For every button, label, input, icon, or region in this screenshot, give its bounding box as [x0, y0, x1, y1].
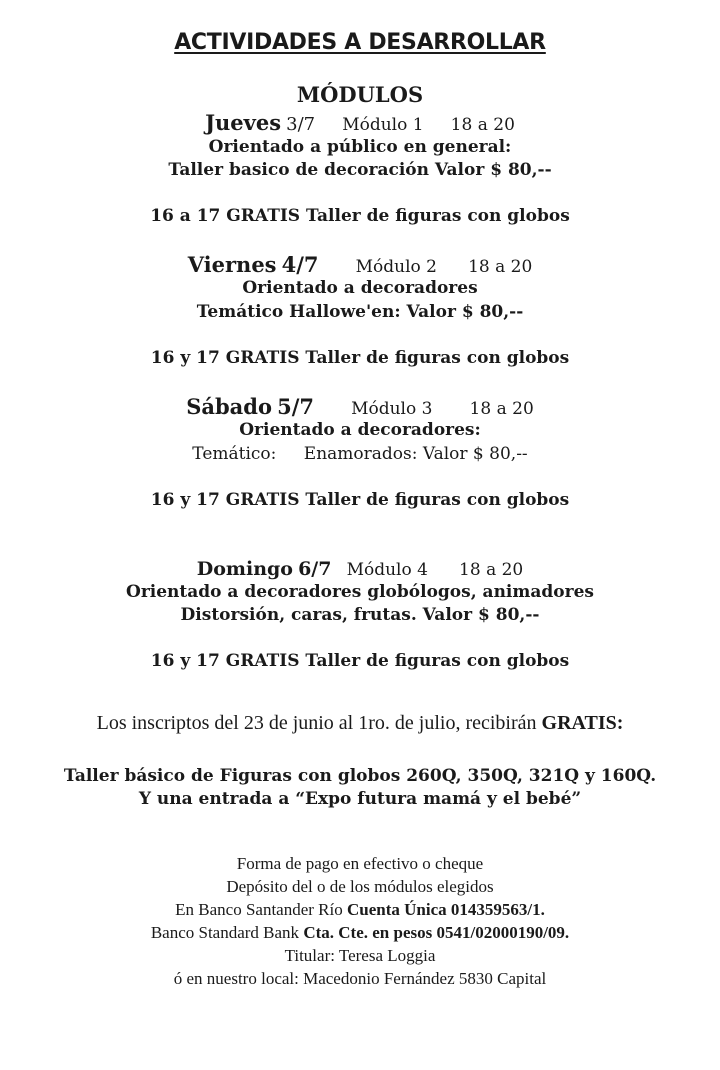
module-1-audience: Orientado a público en general:	[208, 137, 512, 157]
module-2-day: Viernes	[187, 252, 277, 277]
module-4-header	[0, 558, 720, 580]
module-1-header	[0, 110, 720, 135]
module-4-hours: 18 a 20	[459, 560, 524, 580]
page-title: ACTIVIDADES A DESARROLLAR	[174, 30, 546, 55]
payment-line-2: Depósito del o de los módulos elegidos	[226, 877, 494, 896]
module-2-header	[0, 252, 720, 277]
registration-text: Los inscriptos del 23 de junio al 1ro. de julio, recibirán	[96, 712, 537, 734]
module-4-audience: Orientado a decoradores globólogos, animadores	[126, 582, 594, 602]
module-3-header	[0, 394, 720, 419]
module-1-free-workshop: 16 a 17 GRATIS Taller de figuras con globos	[150, 206, 570, 226]
module-4-day: Domingo	[196, 558, 293, 580]
registration-benefit-2: Y una entrada a “Expo futura mamá y el bebé”	[138, 789, 582, 809]
bank-santander: En Banco Santander Río	[175, 900, 343, 919]
module-2-theme: Temático Hallowe'en: Valor $ 80,--	[196, 302, 524, 322]
module-3-audience: Orientado a decoradores:	[239, 420, 481, 440]
module-2-date: 4/7	[281, 252, 319, 277]
module-2-audience: Orientado a decoradores	[242, 278, 478, 298]
module-1-theme: Taller basico de decoración Valor $ 80,--	[168, 160, 552, 180]
module-3-theme-line	[0, 444, 720, 464]
module-1-date: 3/7	[286, 114, 316, 135]
module-2-number: Módulo 2	[355, 257, 437, 277]
payment-line-3	[0, 900, 720, 920]
module-4-free-workshop: 16 y 17 GRATIS Taller de figuras con globos	[150, 651, 570, 671]
module-3-date: 5/7	[277, 394, 314, 419]
registration-highlight: GRATIS:	[541, 712, 624, 734]
module-3-number: Módulo 3	[351, 399, 433, 419]
module-1-day: Jueves	[205, 110, 282, 135]
module-3-hours: 18 a 20	[469, 399, 534, 419]
module-1-number: Módulo 1	[342, 115, 424, 135]
payment-line-4	[0, 923, 720, 943]
module-4-number: Módulo 4	[346, 560, 428, 580]
module-3-theme-label: Temático:	[192, 444, 277, 464]
module-1-hours: 18 a 20	[450, 115, 515, 135]
module-4-theme: Distorsión, caras, frutas. Valor $ 80,--	[180, 605, 540, 625]
bank-standard: Banco Standard Bank	[150, 923, 300, 942]
module-2-free-workshop: 16 y 17 GRATIS Taller de figuras con globos	[150, 348, 570, 368]
registration-note	[0, 712, 720, 735]
payment-line-1: Forma de pago en efectivo o cheque	[236, 854, 484, 873]
module-4-date: 6/7	[298, 558, 332, 580]
payment-line-6: ó en nuestro local: Macedonio Fernández 5830 Capital	[173, 969, 547, 988]
payment-line-5: Titular: Teresa Loggia	[284, 946, 436, 965]
registration-benefit-1: Taller básico de Figuras con globos 260Q, 350Q, 321Q y 160Q.	[63, 766, 657, 786]
module-3-theme: Enamorados: Valor $ 80,--	[303, 444, 528, 464]
santander-account: Cuenta Única 014359563/1.	[346, 900, 545, 919]
standard-account: Cta. Cte. en pesos 0541/02000190/09.	[303, 923, 570, 942]
module-3-day: Sábado	[186, 394, 272, 419]
module-2-hours: 18 a 20	[468, 257, 533, 277]
module-3-free-workshop: 16 y 17 GRATIS Taller de figuras con globos	[150, 490, 570, 510]
modules-heading: MÓDULOS	[296, 82, 424, 107]
